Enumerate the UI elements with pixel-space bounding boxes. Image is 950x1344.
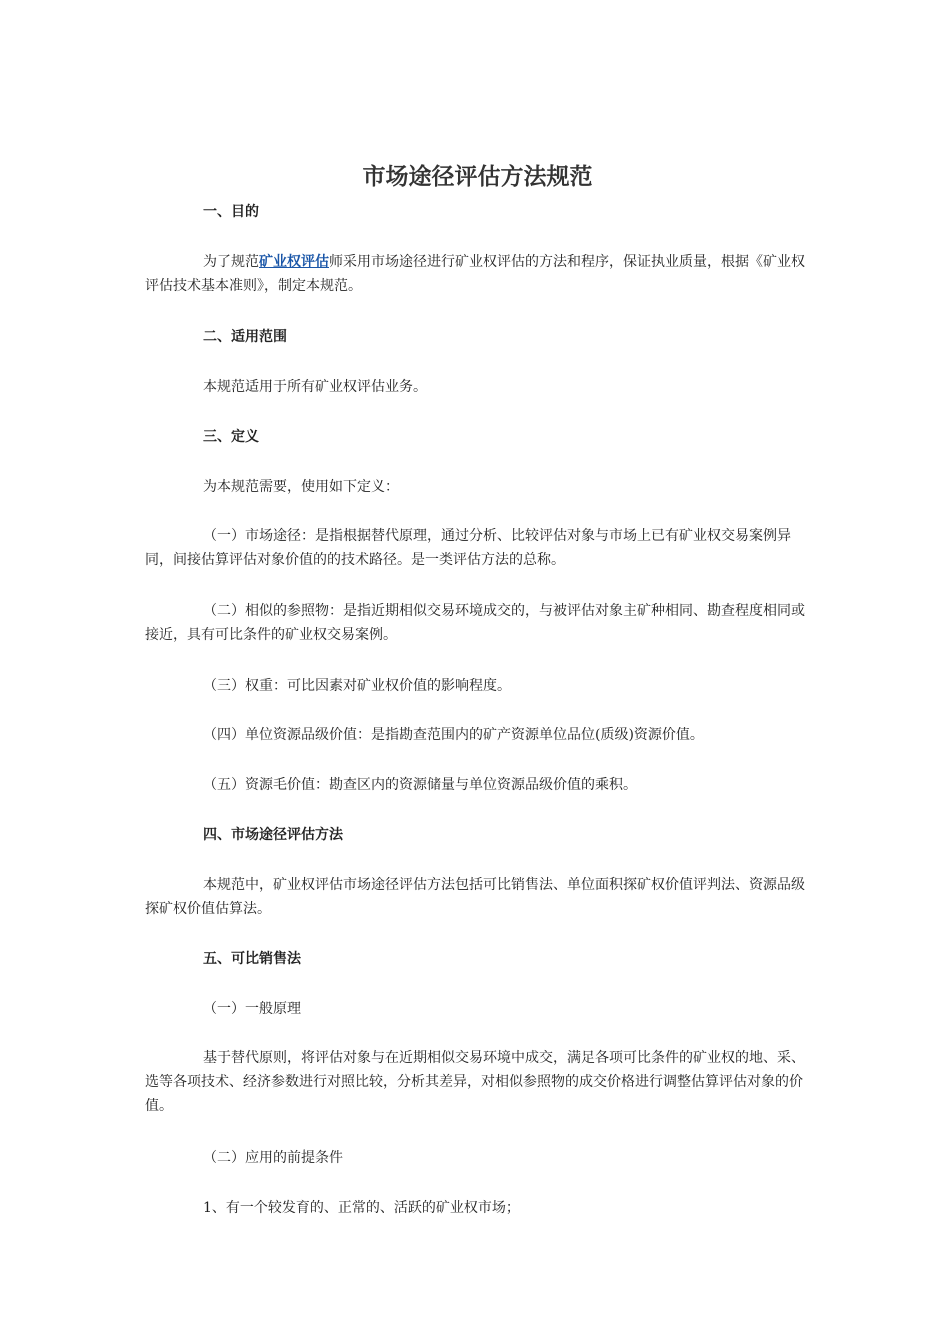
section-heading-definitions: 三、定义 xyxy=(203,429,259,445)
definition-market-approach: （一）市场途径：是指根据替代原理，通过分析、比较评估对象与市场上已有矿业权交易案例异同，间接估算评估对象价值的的技术路径。是一类评估方法的总称。 xyxy=(145,528,791,568)
paragraph-purpose xyxy=(145,250,810,298)
definition-similar-reference: （二）相似的参照物：是指近期相似交易环境成交的，与被评估对象主矿种相同、勘查程度相同或接近，具有可比条件的矿业权交易案例。 xyxy=(145,603,805,643)
paragraph-scope: 本规范适用于所有矿业权评估业务。 xyxy=(203,379,427,395)
document-title: 市场途径评估方法规范 xyxy=(362,164,593,190)
definition-gross-resource-value: （五）资源毛价值：勘查区内的资源储量与单位资源品级价值的乘积。 xyxy=(203,777,637,793)
paragraph-definitions-intro: 为本规范需要，使用如下定义： xyxy=(203,479,399,495)
list-item-precondition-1: 1、有一个较发育的、正常的、活跃的矿业权市场； xyxy=(203,1200,520,1216)
paragraph-text: 师采用市场途径进行矿业权评估的方法和程序，保证执业质量，根据《矿业权评估技术基本准则》，制定本规范。 xyxy=(145,254,805,294)
subheading-preconditions: （二）应用的前提条件 xyxy=(203,1150,343,1166)
definition-weight: （三）权重：可比因素对矿业权价值的影响程度。 xyxy=(203,678,511,694)
paragraph-general-principle: 基于替代原则，将评估对象与在近期相似交易环境中成交，满足各项可比条件的矿业权的地、采、选等各项技术、经济参数进行对照比较，分析其差异，对相似参照物的成交价格进行调整估算评估对象的价值。 xyxy=(145,1050,805,1114)
definition-unit-resource-value: （四）单位资源品级价值：是指勘查范围内的矿产资源单位品位(质级)资源价值。 xyxy=(203,727,704,743)
paragraph-market-methods: 本规范中，矿业权评估市场途径评估方法包括可比销售法、单位面积探矿权价值评判法、资源品级探矿权价值估算法。 xyxy=(145,877,805,917)
section-heading-purpose: 一、目的 xyxy=(203,204,259,220)
paragraph-text: 为了规范 xyxy=(203,254,259,270)
section-heading-market-methods: 四、市场途径评估方法 xyxy=(203,827,343,843)
section-heading-comparable-sales: 五、可比销售法 xyxy=(203,951,301,967)
section-heading-scope: 二、适用范围 xyxy=(203,329,287,345)
subheading-general-principle: （一）一般原理 xyxy=(203,1001,301,1017)
document-page xyxy=(145,160,810,1216)
link-mining-rights-appraisal[interactable]: 矿业权评估 xyxy=(259,254,329,270)
